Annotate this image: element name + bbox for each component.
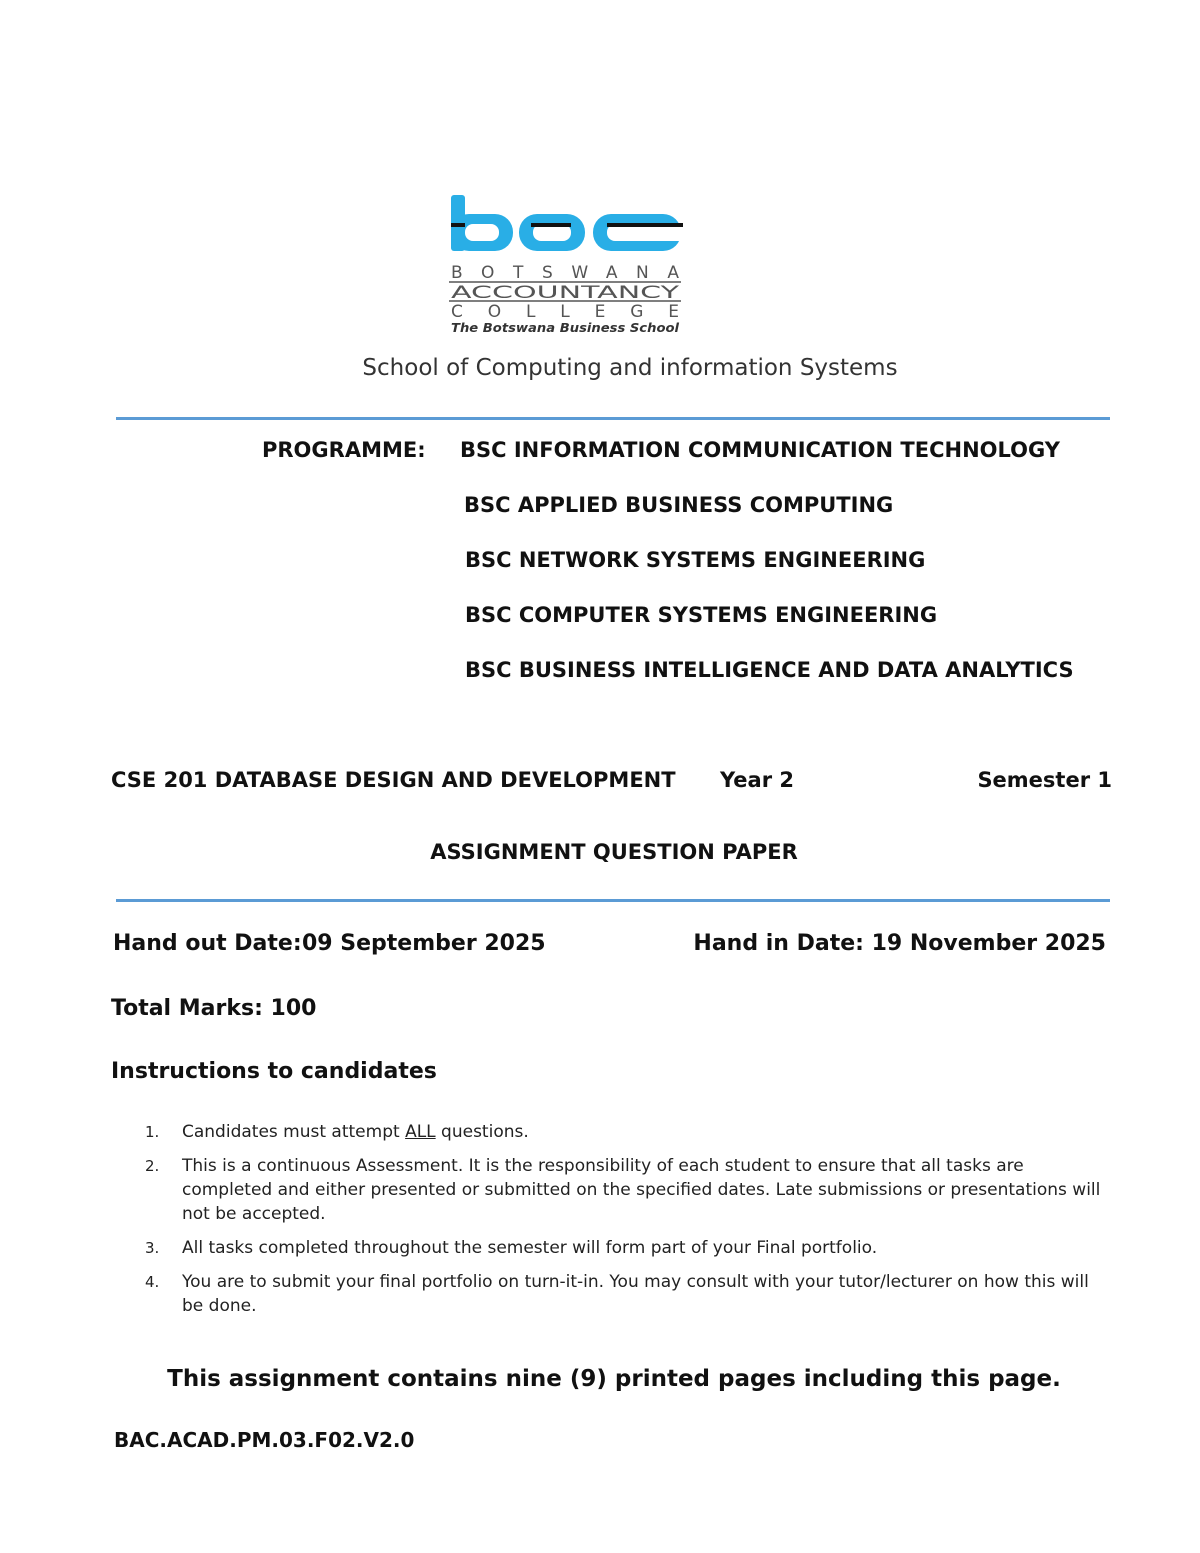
programme-item: BSC BUSINESS INTELLIGENCE AND DATA ANALYTICS bbox=[465, 658, 1074, 682]
instruction-text: You are to submit your final portfolio on turn-it-in. You may consult with your tutor/lecturer on how this will be done. bbox=[182, 1272, 1089, 1316]
instruction-text: Candidates must attempt bbox=[182, 1122, 406, 1142]
svg-text:BOTSWANA: BOTSWANA bbox=[451, 263, 679, 283]
programme-item: BSC NETWORK SYSTEMS ENGINEERING bbox=[465, 548, 926, 572]
instruction-text: questions. bbox=[435, 1122, 529, 1142]
instruction-text: This is a continuous Assessment. It is the responsibility of each student to ensure that all tasks are completed and either presented or submitted on the specified dates. Late submissions or presentations will not be accepted. bbox=[182, 1156, 1101, 1224]
svg-text:ACCOUNTANCY: ACCOUNTANCY bbox=[451, 283, 681, 303]
instructions-heading: Instructions to candidates bbox=[111, 1059, 437, 1084]
programme-item: BSC APPLIED BUSINESS COMPUTING bbox=[464, 493, 894, 517]
course-year: Year 2 bbox=[720, 768, 794, 792]
instruction-number: 1. bbox=[145, 1123, 160, 1141]
bac-logo bbox=[447, 190, 683, 336]
programme-item: BSC COMPUTER SYSTEMS ENGINEERING bbox=[465, 603, 938, 627]
paper-title: ASSIGNMENT QUESTION PAPER bbox=[430, 840, 798, 864]
hand-out-label: Hand out Date: bbox=[113, 931, 302, 956]
instruction-item bbox=[145, 1270, 1105, 1318]
instruction-text: All tasks completed throughout the semester will form part of your Final portfolio. bbox=[182, 1238, 878, 1258]
programme-label: PROGRAMME: bbox=[262, 438, 426, 462]
instruction-item bbox=[145, 1236, 1105, 1260]
hand-in-date: Hand in Date: 19 November 2025 bbox=[693, 931, 1106, 956]
school-name: School of Computing and information Systems bbox=[362, 355, 898, 381]
total-marks: Total Marks: 100 bbox=[111, 996, 317, 1021]
page-count-note: This assignment contains nine (9) printed pages including this page. bbox=[167, 1366, 1061, 1392]
svg-text:The Botswana Business School: The Botswana Business School bbox=[451, 321, 680, 335]
instruction-number: 2. bbox=[145, 1157, 160, 1175]
instruction-emphasis: ALL bbox=[405, 1122, 436, 1142]
instruction-item bbox=[145, 1120, 1105, 1144]
hand-out-value: 09 September 2025 bbox=[302, 931, 546, 956]
svg-text:COLLEGE: COLLEGE bbox=[451, 302, 679, 322]
bottom-divider bbox=[116, 899, 1110, 902]
instruction-item bbox=[145, 1154, 1105, 1226]
document-code: BAC.ACAD.PM.03.F02.V2.0 bbox=[114, 1428, 415, 1452]
instructions-list bbox=[145, 1120, 1105, 1328]
top-divider bbox=[116, 417, 1110, 420]
course-name: CSE 201 DATABASE DESIGN AND DEVELOPMENT bbox=[111, 768, 676, 792]
course-semester: Semester 1 bbox=[977, 768, 1112, 792]
programme-item: BSC INFORMATION COMMUNICATION TECHNOLOGY bbox=[460, 438, 1060, 462]
instruction-number: 4. bbox=[145, 1273, 160, 1291]
instruction-number: 3. bbox=[145, 1239, 160, 1257]
